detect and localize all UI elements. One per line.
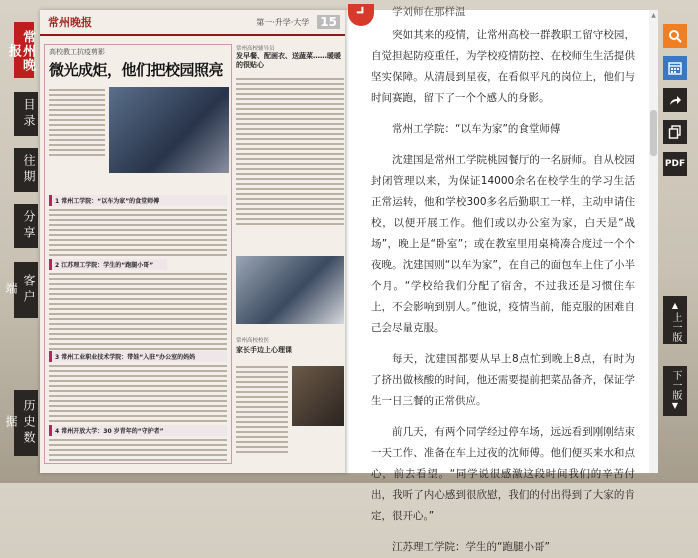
article-paragraph: 前几天，有两个同学经过停车场，远远看到刚刚结束一天工作、准备在车上过夜的沈师傅。他们便买来水和点心，前去看望。“同学说很感激这段时间我们的辛苦付出，我听了内心感到很欣慰，我们的付出得到了大家的肯定，很开心。” <box>371 426 635 522</box>
next-page-label: 下一版 <box>670 370 681 400</box>
copy-button[interactable] <box>663 120 687 144</box>
nav-client-button[interactable]: 客户端 <box>14 262 38 318</box>
newspaper-side-kicker: 常州高校辅导员 <box>236 46 275 52</box>
newspaper-section: 第一·升学·大学 <box>256 17 310 27</box>
arrow-down-icon: ▼ <box>671 401 679 410</box>
article-paragraph: 沈建国是常州工学院桃园餐厅的一名厨师。自从校园封闭管理以来，为保证14000余名在校学生的学习生活正常运转，他和学校300多名后勤职工一样，主动申请住校，以便开展工作。他们或以办公室为家，白天是“战场”，晚上是“卧室”；或在教室里用桌椅凑合度过一个个夜晚。沈建国则“以车为家”，在自己的面包车上住了小半个月。“学校给我们分配了宿舍，不过我还是习惯住车上，不会影响到别人。”他说，疫情当前，能克服的困难自己会尽量克服。 <box>371 154 635 334</box>
newspaper-photo <box>109 87 229 173</box>
article-subheading: 常州工学院：“以车为家”的食堂师傅 <box>392 123 561 135</box>
article-subheading: 江苏理工学院：学生的“跑腿小哥” <box>392 541 550 553</box>
newspaper-page-number: 15 <box>317 15 340 29</box>
nav-share-button[interactable]: 分享 <box>14 204 38 248</box>
newspaper-headline: 微光成炬，他们把校园照亮 <box>49 61 224 79</box>
newspaper-subhead: 4 常州开放大学：30 岁青年的“守护者” <box>49 425 227 436</box>
newspaper-text-block <box>236 366 288 456</box>
newspaper-text-block <box>236 78 344 228</box>
left-sidebar <box>0 0 40 483</box>
calendar-button[interactable] <box>663 56 687 80</box>
pdf-button[interactable]: PDF <box>663 152 687 176</box>
scroll-up-arrow-icon[interactable]: ▲ <box>651 12 656 19</box>
search-icon <box>668 29 682 43</box>
share-button[interactable] <box>663 88 687 112</box>
newspaper-text-block <box>49 209 227 259</box>
newspaper-subhead: 1 常州工学院：“以车为家”的食堂师傅 <box>49 195 227 206</box>
nav-history-data-button[interactable]: 历史数据 <box>14 390 38 456</box>
newspaper-page[interactable] <box>40 10 348 473</box>
article-scrollbar[interactable] <box>649 10 658 473</box>
arrow-up-icon: ▲ <box>671 301 679 310</box>
share-arrow-icon <box>668 93 682 107</box>
search-button[interactable] <box>663 24 687 48</box>
chevron-icon <box>354 4 368 18</box>
newspaper-side-photo <box>236 256 344 324</box>
newspaper-side-kicker: 常州高校校医 <box>236 338 270 344</box>
article-paragraph: 突如其来的疫情，让常州高校一群教职工留守校园，自觉担起防疫重任，为学校疫情防控、在校师生生活提供坚实保障。从清晨到星夜，在看似平凡的岗位上，他们与时间赛跑，留下了一个个感人的身影。 <box>371 29 635 104</box>
newspaper-side-photo <box>292 366 344 426</box>
nav-contents-button[interactable]: 目录 <box>14 92 38 136</box>
brand-logo: 常州晚报 <box>14 22 34 78</box>
newspaper-subhead: 2 江苏理工学院：学生的“跑腿小哥” <box>49 259 167 270</box>
previous-page-button[interactable] <box>663 296 687 344</box>
newspaper-side-article[interactable] <box>236 44 344 464</box>
copy-icon <box>668 125 682 139</box>
newspaper-side-headline: 家长手边上心理课 <box>236 346 292 354</box>
article-cut-line: 学刘师在那样温 <box>392 6 466 18</box>
nav-past-issues-button[interactable]: 往期 <box>14 148 38 192</box>
calendar-icon <box>668 61 682 75</box>
newspaper-subhead: 3 常州工业职业技术学院：带娃“入驻”办公室的妈妈 <box>49 351 227 362</box>
newspaper-masthead <box>40 10 348 36</box>
article-panel[interactable] <box>349 6 657 553</box>
newspaper-kicker: 高校教工抗疫剪影 <box>49 48 105 56</box>
previous-page-label: 上一版 <box>670 312 681 342</box>
newspaper-logo: 常州晚报 <box>48 16 92 29</box>
newspaper-side-headline: 发早餐、配画衣、送蔬菜……暖暖的很贴心 <box>236 52 341 69</box>
scroll-thumb[interactable] <box>650 110 657 156</box>
next-page-button[interactable] <box>663 366 687 416</box>
newspaper-text-block <box>49 439 227 464</box>
newspaper-main-article[interactable] <box>44 44 232 464</box>
newspaper-text-block <box>49 273 227 363</box>
article-paragraph: 每天，沈建国都要从早上8点忙到晚上8点，有时为了挤出做核酸的时间，他还需要提前把菜品备齐，保证学生一日三餐的正常供应。 <box>371 353 635 407</box>
newspaper-text-block <box>49 89 105 159</box>
